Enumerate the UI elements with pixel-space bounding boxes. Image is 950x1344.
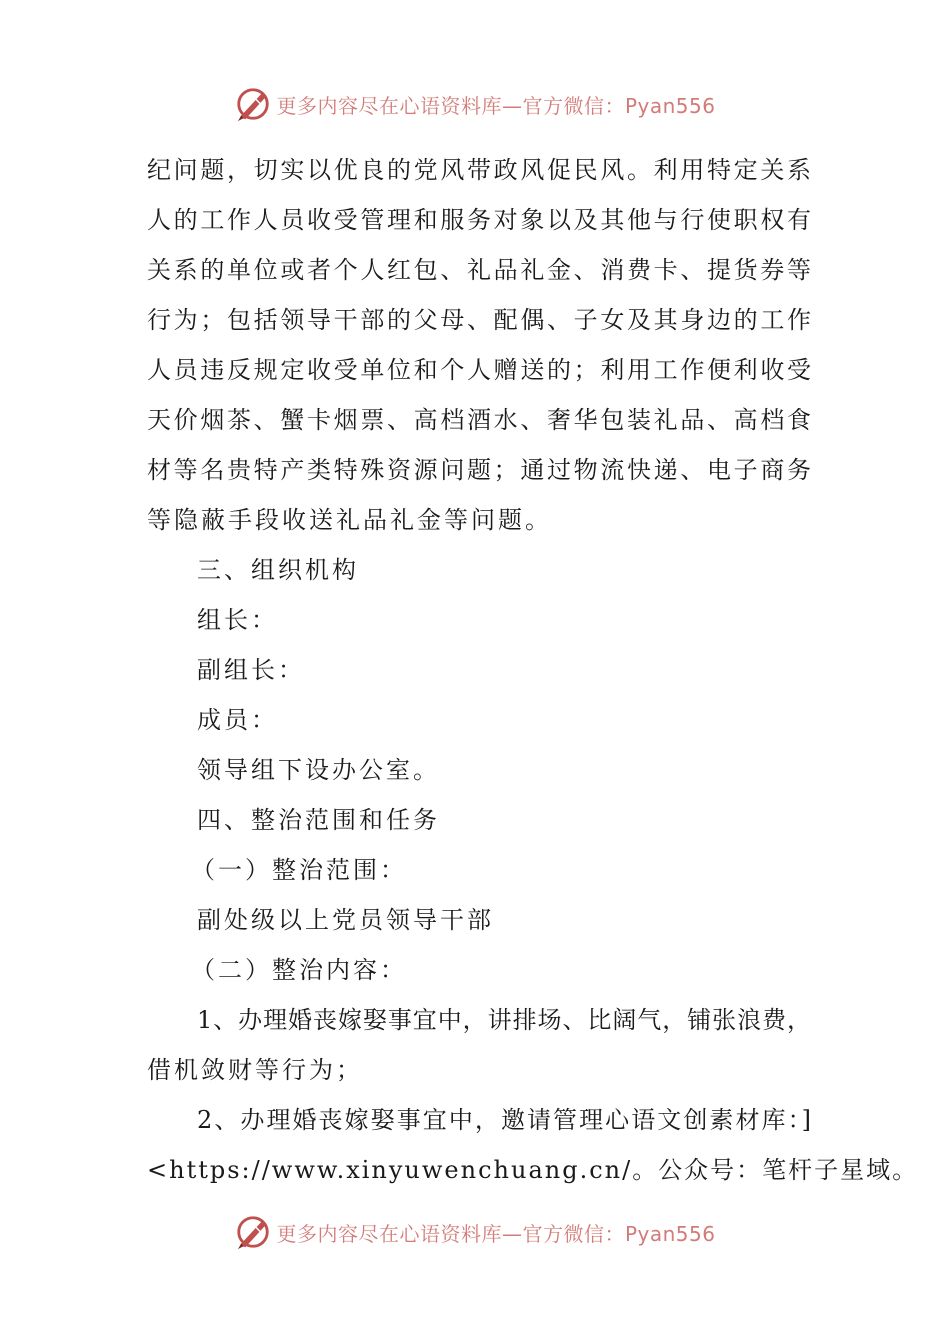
section-heading: 四、整治范围和任务	[197, 806, 440, 834]
role-label: 成员：	[197, 706, 278, 734]
pen-logo-icon	[234, 1213, 272, 1251]
subsection-heading: （一）整治范围：	[191, 856, 407, 884]
document-body	[147, 145, 919, 1195]
pen-logo-icon	[234, 85, 272, 123]
watermark-text: 更多内容尽在心语资料库—官方微信：Pyan556	[276, 1221, 716, 1246]
paragraph-line: 人的工作人员收受管理和服务对象以及其他与行使职权有	[147, 206, 811, 234]
role-label: 副组长：	[197, 656, 305, 684]
subsection-heading: （二）整治内容：	[191, 956, 407, 984]
list-item-line: 借机敛财等行为；	[147, 1056, 363, 1084]
role-label: 组长：	[197, 606, 278, 634]
section-heading: 三、组织机构	[197, 556, 359, 584]
paragraph-line: 副处级以上党员领导干部	[197, 906, 494, 934]
paragraph-line: 纪问题，切实以优良的党风带政风促民风。利用特定关系	[147, 156, 811, 184]
list-item-line: 1、办理婚丧嫁娶事宜中，讲排场、比阔气，铺张浪费，	[197, 1006, 811, 1034]
paragraph-line: 行为；包括领导干部的父母、配偶、子女及其身边的工作	[147, 306, 811, 334]
watermark-footer	[0, 1210, 950, 1254]
paragraph-line: 天价烟茶、蟹卡烟票、高档酒水、奢华包装礼品、高档食	[147, 406, 811, 434]
watermark-text: 更多内容尽在心语资料库—官方微信：Pyan556	[276, 93, 716, 118]
paragraph-line: 人员违反规定收受单位和个人赠送的；利用工作便利收受	[147, 356, 811, 384]
watermark-header	[0, 82, 950, 126]
paragraph-line: 材等名贵特产类特殊资源问题；通过物流快递、电子商务	[147, 456, 811, 484]
list-item-line: 2、办理婚丧嫁娶事宜中，邀请管理心语文创素材库：]	[197, 1106, 811, 1134]
paragraph-line: 领导组下设办公室。	[197, 756, 440, 784]
url-line: <https://www.xinyuwenchuang.cn/。公众号：笔杆子星域。	[147, 1156, 919, 1184]
paragraph-line: 等隐蔽手段收送礼品礼金等问题。	[147, 506, 552, 534]
paragraph-line: 关系的单位或者个人红包、礼品礼金、消费卡、提货券等	[147, 256, 811, 284]
